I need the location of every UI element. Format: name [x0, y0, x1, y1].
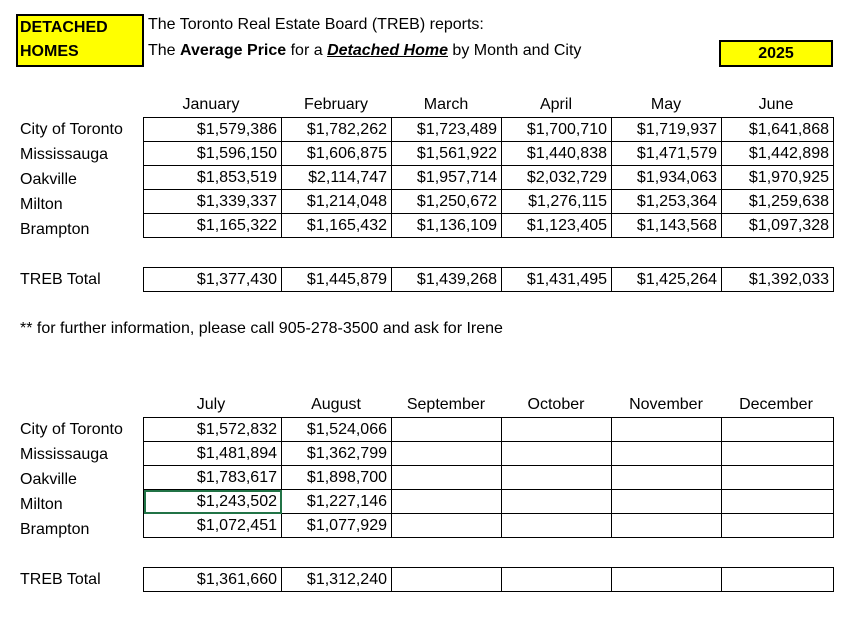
price-cell[interactable]	[722, 466, 834, 490]
price-cell[interactable]: $1,723,489	[392, 118, 502, 142]
total-row	[144, 568, 834, 592]
total-cell[interactable]: $1,425,264	[612, 268, 722, 292]
city-label[interactable]: Mississauga	[20, 146, 109, 163]
price-cell[interactable]	[612, 490, 722, 514]
price-cell[interactable]: $1,250,672	[392, 190, 502, 214]
price-cell[interactable]: $1,853,519	[144, 166, 282, 190]
header-prefix: The	[148, 42, 181, 59]
price-cell[interactable]	[502, 490, 612, 514]
month-header[interactable]: July	[196, 396, 226, 413]
table-row	[144, 418, 834, 442]
price-cell[interactable]: $1,898,700	[282, 466, 392, 490]
month-header[interactable]: June	[758, 96, 794, 113]
table-row	[144, 142, 834, 166]
price-cell[interactable]: $1,782,262	[282, 118, 392, 142]
bottom-price-table	[143, 417, 834, 538]
price-cell[interactable]: $1,362,799	[282, 442, 392, 466]
total-cell[interactable]: $1,439,268	[392, 268, 502, 292]
price-cell[interactable]: $2,032,729	[502, 166, 612, 190]
price-cell[interactable]: $1,934,063	[612, 166, 722, 190]
price-cell[interactable]	[392, 466, 502, 490]
price-cell[interactable]	[722, 514, 834, 538]
city-label[interactable]: City of Toronto	[20, 421, 123, 438]
price-cell[interactable]	[722, 490, 834, 514]
price-cell[interactable]: $1,165,322	[144, 214, 282, 238]
table-row	[144, 118, 834, 142]
price-cell[interactable]: $1,227,146	[282, 490, 392, 514]
city-label[interactable]: Oakville	[20, 471, 77, 488]
city-label[interactable]: Mississauga	[20, 446, 109, 463]
price-cell[interactable]: $1,442,898	[722, 142, 834, 166]
price-cell[interactable]: $1,719,937	[612, 118, 722, 142]
month-header[interactable]: November	[629, 396, 703, 413]
price-cell[interactable]: $1,524,066	[282, 418, 392, 442]
city-label[interactable]: Milton	[20, 496, 63, 513]
price-cell[interactable]	[612, 442, 722, 466]
price-cell[interactable]: $1,970,925	[722, 166, 834, 190]
price-cell[interactable]	[392, 514, 502, 538]
price-cell[interactable]	[392, 418, 502, 442]
price-cell[interactable]: $1,165,432	[282, 214, 392, 238]
month-header[interactable]: September	[406, 396, 486, 413]
price-cell[interactable]: $1,481,894	[144, 442, 282, 466]
header-detached-home: Detached Home	[327, 42, 448, 59]
selected-price-cell[interactable]: $1,243,502	[144, 490, 282, 514]
month-header[interactable]: May	[650, 96, 682, 113]
month-header[interactable]: January	[182, 96, 240, 113]
table-row	[144, 214, 834, 238]
badge-line-2: HOMES	[20, 43, 79, 60]
table-row	[144, 166, 834, 190]
badge-line-1: DETACHED	[20, 19, 108, 36]
price-cell[interactable]	[612, 514, 722, 538]
price-cell[interactable]: $1,123,405	[502, 214, 612, 238]
total-cell[interactable]: $1,431,495	[502, 268, 612, 292]
total-cell[interactable]: $1,445,879	[282, 268, 392, 292]
month-header[interactable]: December	[739, 396, 813, 413]
month-header[interactable]: March	[423, 96, 469, 113]
city-label[interactable]: Brampton	[20, 221, 90, 238]
price-cell[interactable]	[502, 418, 612, 442]
price-cell[interactable]	[392, 490, 502, 514]
city-label[interactable]: City of Toronto	[20, 121, 123, 138]
header-mid: for a	[286, 42, 328, 59]
header-average-price: Average Price	[180, 42, 287, 59]
price-cell[interactable]: $1,572,832	[144, 418, 282, 442]
table-row	[144, 442, 834, 466]
price-cell[interactable]: $2,114,747	[282, 166, 392, 190]
header-line-2[interactable]	[148, 42, 581, 60]
total-cell[interactable]	[502, 568, 612, 592]
detached-homes-badge[interactable]	[16, 14, 144, 67]
header-suffix: by Month and City	[447, 42, 582, 59]
table-row	[144, 190, 834, 214]
price-cell[interactable]	[392, 442, 502, 466]
total-row	[144, 268, 834, 292]
table-row	[144, 466, 834, 490]
month-header[interactable]: February	[303, 96, 369, 113]
city-label[interactable]: Brampton	[20, 521, 90, 538]
price-cell[interactable]: $1,097,328	[722, 214, 834, 238]
total-cell[interactable]	[612, 568, 722, 592]
total-cell[interactable]	[722, 568, 834, 592]
price-cell[interactable]: $1,561,922	[392, 142, 502, 166]
price-cell[interactable]	[722, 418, 834, 442]
price-cell[interactable]	[722, 442, 834, 466]
price-cell[interactable]: $1,072,451	[144, 514, 282, 538]
total-label[interactable]: TREB Total	[20, 571, 101, 588]
city-label[interactable]: Milton	[20, 196, 63, 213]
price-cell[interactable]: $1,136,109	[392, 214, 502, 238]
price-cell[interactable]: $1,641,868	[722, 118, 834, 142]
price-cell[interactable]: $1,957,714	[392, 166, 502, 190]
price-cell[interactable]: $1,606,875	[282, 142, 392, 166]
month-header[interactable]: August	[311, 396, 361, 413]
price-cell[interactable]	[612, 466, 722, 490]
price-cell[interactable]: $1,276,115	[502, 190, 612, 214]
contact-note[interactable]: ** for further information, please call 905-278-3500 and ask for Irene	[20, 320, 503, 337]
month-header[interactable]: October	[527, 396, 585, 413]
price-cell[interactable]: $1,579,386	[144, 118, 282, 142]
price-cell[interactable]: $1,077,929	[282, 514, 392, 538]
price-cell[interactable]: $1,259,638	[722, 190, 834, 214]
month-header[interactable]: April	[539, 96, 572, 113]
top-price-table	[143, 117, 834, 238]
header-line-1[interactable]: The Toronto Real Estate Board (TREB) reports:	[148, 16, 484, 33]
year-badge[interactable]: 2025	[719, 40, 833, 67]
price-cell[interactable]: $1,143,568	[612, 214, 722, 238]
bottom-total-table	[143, 567, 834, 592]
city-label[interactable]: Oakville	[20, 171, 77, 188]
price-cell[interactable]	[502, 466, 612, 490]
total-cell[interactable]: $1,377,430	[144, 268, 282, 292]
total-cell[interactable]: $1,361,660	[144, 568, 282, 592]
price-cell[interactable]	[502, 514, 612, 538]
table-row	[144, 490, 834, 514]
price-cell[interactable]: $1,214,048	[282, 190, 392, 214]
table-row	[144, 514, 834, 538]
total-cell[interactable]	[392, 568, 502, 592]
price-cell[interactable]: $1,596,150	[144, 142, 282, 166]
total-cell[interactable]: $1,312,240	[282, 568, 392, 592]
total-label[interactable]: TREB Total	[20, 271, 101, 288]
price-cell[interactable]	[612, 418, 722, 442]
price-cell[interactable]	[502, 442, 612, 466]
price-cell[interactable]: $1,339,337	[144, 190, 282, 214]
total-cell[interactable]: $1,392,033	[722, 268, 834, 292]
price-cell[interactable]: $1,440,838	[502, 142, 612, 166]
price-cell[interactable]: $1,700,710	[502, 118, 612, 142]
price-cell[interactable]: $1,253,364	[612, 190, 722, 214]
price-cell[interactable]: $1,471,579	[612, 142, 722, 166]
top-total-table	[143, 267, 834, 292]
price-cell[interactable]: $1,783,617	[144, 466, 282, 490]
